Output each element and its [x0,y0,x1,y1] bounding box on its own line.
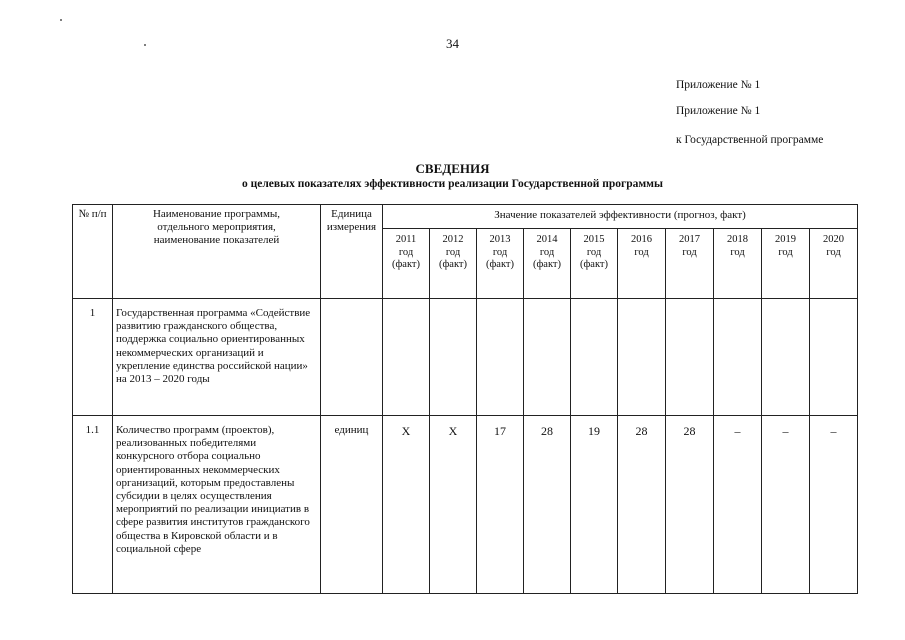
document-subtitle: о целевых показателях эффективности реализации Государственной программы [242,178,663,190]
value-cell: X [430,416,477,594]
value-cell [430,299,477,416]
year-year: 2016 [631,234,652,245]
table-row [73,416,858,594]
header-year-2011 [383,229,430,299]
page-number: 34 [446,36,459,51]
year-sub1: год [634,246,649,258]
year-year: 2017 [679,234,700,245]
header-number: № п/п [73,205,113,299]
value-cell: 17 [477,416,524,594]
value-cell: – [714,416,762,594]
year-sub1: год [682,246,697,258]
year-year: 2019 [775,234,796,245]
year-year: 2020 [823,234,845,245]
value-cell [383,299,430,416]
header-year-2018 [714,229,762,299]
value-cell [618,299,666,416]
year-year: 2012 [442,234,464,245]
table-row [73,299,858,416]
year-sub1: год [826,246,841,258]
year-sub1: год [730,246,745,258]
header-year-2013 [477,229,524,299]
header-year-2014 [524,229,571,299]
appendix-line-2: Приложение № 1 [676,105,761,117]
value-cell: X [383,416,430,594]
header-year-2019 [762,229,810,299]
value-cell [524,299,571,416]
year-sub1: год [398,246,414,258]
year-year: 2015 [583,234,605,245]
header-year-2017 [666,229,714,299]
value-cell [810,299,858,416]
appendix-line-1: Приложение № 1 [676,79,761,91]
year-sub1: год [492,246,508,258]
header-values: Значение показателей эффективности (прогноз, факт) [383,205,858,229]
year-sub2: (факт) [579,259,608,271]
row-unit: единиц [321,416,383,594]
value-cell: 28 [666,416,714,594]
row-name: Количество программ (проектов), реализованных победителями конкурсного отбора социально ориентированных некоммерческих организаций, которым предоставлены субсидии в целях осуществления мероприятий по реализации инициатив в сфере развития институтов гражданского общества в Кировской области и в социальной сфере [113,416,321,594]
value-cell: 28 [524,416,571,594]
year-year: 2013 [489,234,511,245]
scan-speck [60,19,62,21]
year-sub1: год [778,246,793,258]
value-cell [666,299,714,416]
header-year-2016 [618,229,666,299]
value-cell [571,299,618,416]
year-sub2: (факт) [532,259,561,271]
value-cell: 28 [618,416,666,594]
value-cell [762,299,810,416]
value-cell [714,299,762,416]
appendix-line-3: к Государственной программе [676,134,824,146]
header-year-2012 [430,229,477,299]
row-unit [321,299,383,416]
row-name: Государственная программа «Содействие развитию гражданского общества, поддержка социально ориентированных некоммерческих организаций и укрепление единства российской нации» на 2013 – 2020 годы [113,299,321,416]
year-sub2: (факт) [438,259,467,271]
year-year: 2011 [395,234,417,245]
header-year-2020 [810,229,858,299]
value-cell: 19 [571,416,618,594]
year-year: 2014 [536,234,558,245]
value-cell: – [810,416,858,594]
value-cell: – [762,416,810,594]
row-number: 1.1 [73,416,113,594]
year-sub1: год [586,246,602,258]
header-year-2015 [571,229,618,299]
row-number: 1 [73,299,113,416]
year-year: 2018 [727,234,748,245]
year-sub2: (факт) [485,259,514,271]
indicators-table [72,204,858,594]
header-name: Наименование программы, отдельного мероприятия, наименование показателей [113,205,321,299]
year-sub2: (факт) [391,259,420,271]
header-unit: Единица измерения [321,205,383,299]
year-sub1: год [539,246,555,258]
value-cell [477,299,524,416]
document-title: СВЕДЕНИЯ [415,161,490,176]
year-sub1: год [445,246,461,258]
